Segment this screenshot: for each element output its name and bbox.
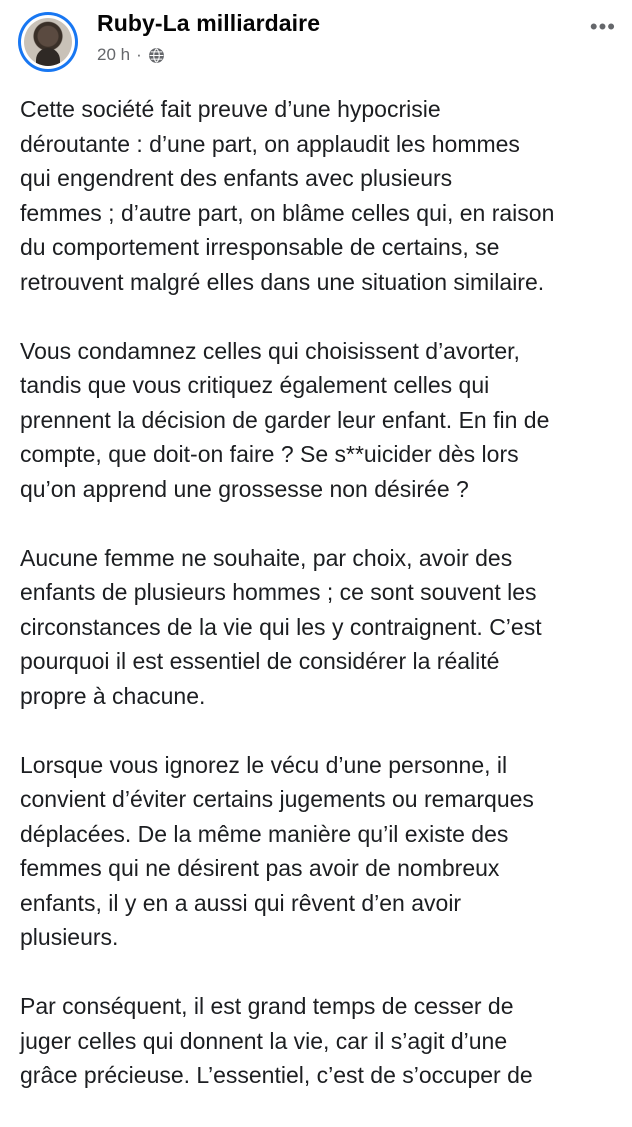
post-paragraph: Lorsque vous ignorez le vécu d’une personne, il convient d’éviter certains jugements ou remarques déplacées. De la même manière qu’il existe des femmes qui ne désirent pas avoir de nombreux enfants, il y en a aussi qui rêvent d’en avoir plusieurs. [20, 751, 534, 950]
post-paragraph: Par conséquent, il est grand temps de cesser de juger celles qui donnent la vie, car il s’agit d’une grâce précieuse. L’essentiel, c’est de s’occuper de [20, 993, 533, 1088]
more-options-icon[interactable]: ••• [589, 14, 616, 39]
post-meta [97, 45, 165, 65]
post-paragraph: Aucune femme ne souhaite, par choix, avoir des enfants de plusieurs hommes ; ce sont souvent les circonstances de la vie qui les y contraignent. C’est pourquoi il est essentiel de considérer la réalité propre à chacune. [20, 544, 542, 709]
author-avatar[interactable] [18, 12, 78, 72]
post-paragraph: Vous condamnez celles qui choisissent d’avorter, tandis que vous critiquez également celles qui prennent la décision de garder leur enfant. En fin de compte, que doit-on faire ? Se s**uicider dès lors qu’on apprend une grossesse non désirée ? [20, 337, 550, 502]
post-header [0, 0, 632, 80]
globe-icon[interactable] [148, 47, 165, 64]
avatar-photo [24, 18, 72, 66]
post-time[interactable]: 20 h [97, 45, 131, 64]
author-name[interactable]: Ruby-La milliardaire [97, 10, 321, 36]
avatar-ring [21, 15, 75, 69]
post-text [20, 92, 620, 1127]
post-paragraph: Cette société fait preuve d’une hypocrisie déroutante : d’une part, on applaudit les hommes qui engendrent des enfants avec plusieurs femmes ; d’autre part, on blâme celles qui, en raison du comportement irresponsable de certains, se retrouvent malgré elles dans une situation similaire. [20, 96, 555, 295]
meta-separator: · [136, 45, 142, 64]
